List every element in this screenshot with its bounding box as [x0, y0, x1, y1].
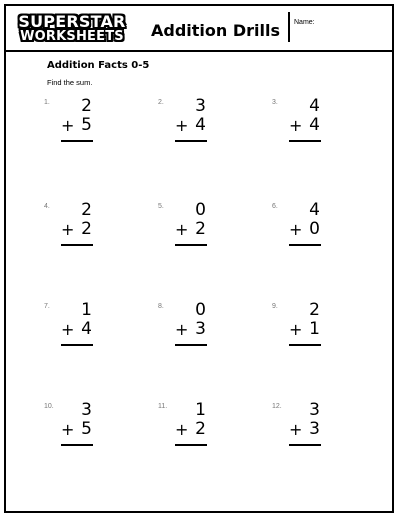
answer-line[interactable]: [289, 244, 321, 246]
answer-line[interactable]: [175, 344, 207, 346]
addend-top: 3: [195, 96, 206, 116]
answer-line[interactable]: [175, 244, 207, 246]
problem-number: 7.: [44, 303, 50, 310]
problem-number: 5.: [158, 203, 164, 210]
name-divider: [288, 12, 290, 42]
problem-number: 12.: [272, 403, 282, 410]
addend-bottom: 4: [309, 115, 320, 135]
plus-sign: +: [175, 420, 189, 439]
problem-number: 3.: [272, 99, 278, 106]
answer-line[interactable]: [61, 444, 93, 446]
addend-top: 4: [309, 96, 320, 116]
addend-bottom: 4: [81, 319, 92, 339]
addend-bottom: 2: [195, 219, 206, 239]
addend-top: 0: [195, 200, 206, 220]
problem-3: [272, 98, 342, 158]
plus-sign: +: [289, 116, 303, 135]
superstar-worksheets-logo: [12, 10, 132, 48]
instructions: Find the sum.: [47, 78, 93, 87]
answer-line[interactable]: [61, 140, 93, 142]
problem-number: 8.: [158, 303, 164, 310]
worksheet-page: [4, 4, 394, 513]
section-title: Addition Facts 0-5: [47, 60, 150, 71]
problem-5: [158, 202, 228, 262]
plus-sign: +: [289, 420, 303, 439]
problem-number: 6.: [272, 203, 278, 210]
plus-sign: +: [289, 320, 303, 339]
answer-line[interactable]: [61, 344, 93, 346]
addend-bottom: 5: [81, 419, 92, 439]
name-field-label[interactable]: Name:: [294, 19, 315, 26]
problem-number: 4.: [44, 203, 50, 210]
addend-bottom: 4: [195, 115, 206, 135]
plus-sign: +: [61, 420, 75, 439]
problem-1: [44, 98, 114, 158]
plus-sign: +: [175, 116, 189, 135]
addend-bottom: 2: [81, 219, 92, 239]
addend-top: 3: [81, 400, 92, 420]
problem-6: [272, 202, 342, 262]
addend-bottom: 5: [81, 115, 92, 135]
plus-sign: +: [175, 220, 189, 239]
answer-line[interactable]: [289, 444, 321, 446]
answer-line[interactable]: [289, 344, 321, 346]
addend-bottom: 3: [309, 419, 320, 439]
addend-top: 1: [81, 300, 92, 320]
problem-number: 1.: [44, 99, 50, 106]
problem-number: 10.: [44, 403, 54, 410]
problem-12: [272, 402, 342, 462]
plus-sign: +: [175, 320, 189, 339]
addend-top: 0: [195, 300, 206, 320]
addend-bottom: 3: [195, 319, 206, 339]
addend-top: 1: [195, 400, 206, 420]
addend-bottom: 1: [309, 319, 320, 339]
addend-top: 2: [81, 96, 92, 116]
problem-9: [272, 302, 342, 362]
answer-line[interactable]: [175, 140, 207, 142]
problem-8: [158, 302, 228, 362]
plus-sign: +: [61, 220, 75, 239]
logo-line-1: SUPERSTAR: [18, 12, 126, 31]
problem-4: [44, 202, 114, 262]
plus-sign: +: [61, 320, 75, 339]
logo-line-2: WORKSHEETS: [20, 29, 124, 44]
addend-bottom: 0: [309, 219, 320, 239]
problem-7: [44, 302, 114, 362]
answer-line[interactable]: [289, 140, 321, 142]
problem-11: [158, 402, 228, 462]
problem-2: [158, 98, 228, 158]
addend-top: 2: [81, 200, 92, 220]
addend-top: 4: [309, 200, 320, 220]
problem-number: 9.: [272, 303, 278, 310]
problem-number: 11.: [158, 403, 168, 410]
answer-line[interactable]: [61, 244, 93, 246]
addend-top: 3: [309, 400, 320, 420]
plus-sign: +: [61, 116, 75, 135]
worksheet-header: [6, 6, 392, 52]
plus-sign: +: [289, 220, 303, 239]
addend-top: 2: [309, 300, 320, 320]
answer-line[interactable]: [175, 444, 207, 446]
addend-bottom: 2: [195, 419, 206, 439]
problem-10: [44, 402, 114, 462]
problem-number: 2.: [158, 99, 164, 106]
page-title: Addition Drills: [151, 21, 281, 40]
